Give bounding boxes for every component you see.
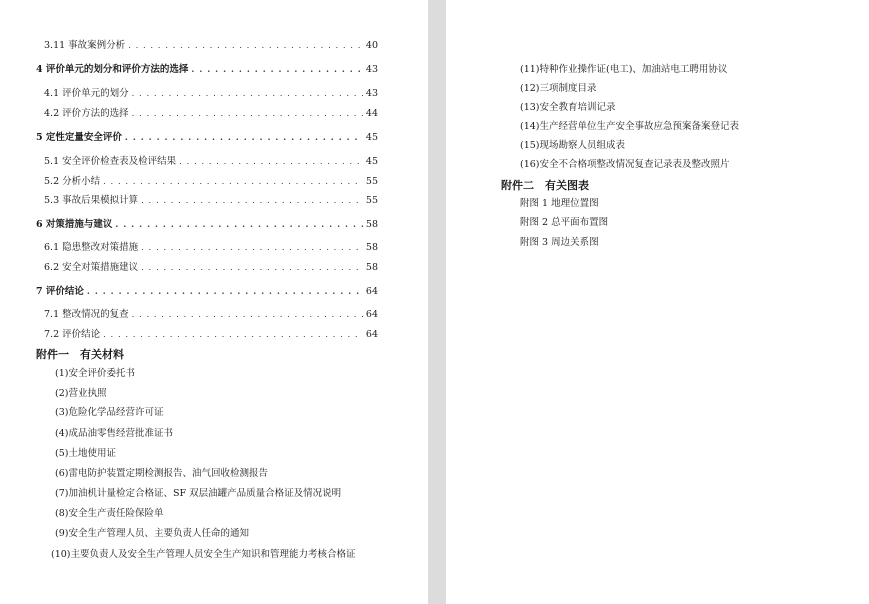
- attachment-item: 附图 1 地理位置图: [520, 198, 599, 209]
- toc-leader-dots: [191, 63, 362, 77]
- toc-leader-dots: [103, 328, 363, 342]
- attachment-item: (9)安全生产管理人员、主要负责人任命的通知: [55, 528, 249, 539]
- toc-entry-title: 4 评价单元的划分和评价方法的选择: [36, 64, 189, 75]
- page-gap: [428, 0, 446, 604]
- toc-entry[interactable]: [36, 218, 378, 232]
- toc-entry[interactable]: [44, 155, 378, 169]
- toc-leader-dots: [115, 218, 362, 232]
- toc-leader-dots: [128, 39, 363, 53]
- attachment-item: (5)土地使用证: [55, 448, 116, 459]
- toc-entry-title: 4.1 评价单元的划分: [44, 88, 129, 99]
- toc-entry-page: 58: [365, 219, 378, 230]
- toc-entry-title: 7 评价结论: [36, 286, 84, 297]
- attachment-item: (6)雷电防护装置定期检测报告、油气回收检测报告: [55, 468, 268, 479]
- toc-entry-page: 55: [365, 195, 378, 206]
- toc-leader-dots: [179, 155, 363, 169]
- toc-entry-page: 58: [365, 262, 378, 273]
- toc-entry-title: 4.2 评价方法的选择: [44, 108, 129, 119]
- toc-leader-dots: [141, 194, 363, 208]
- toc-entry-page: 45: [365, 132, 378, 143]
- toc-entry[interactable]: [44, 241, 378, 255]
- attachment-item: (11)特种作业操作证(电工)、加油站电工聘用协议: [520, 64, 728, 75]
- toc-leader-dots: [87, 285, 363, 299]
- toc-entry[interactable]: [44, 194, 378, 208]
- toc-entry-page: 58: [365, 242, 378, 253]
- toc-leader-dots: [125, 131, 363, 145]
- attachment-item: (3)危险化学品经营许可证: [55, 407, 164, 418]
- attachment-item: (7)加油机计量检定合格证、SF 双层油罐产品质量合格证及情况说明: [55, 488, 342, 499]
- toc-entry-title: 5 定性定量安全评价: [36, 132, 122, 143]
- attachment-1-heading: 附件一 有关材料: [36, 348, 124, 361]
- toc-entry[interactable]: [36, 285, 378, 299]
- toc-leader-dots: [132, 107, 363, 121]
- attachment-item: (14)生产经营单位生产安全事故应急预案备案登记表: [520, 121, 740, 132]
- attachment-item: (12)三项制度目录: [520, 83, 597, 94]
- attachment-item: (4)成品油零售经营批准证书: [55, 428, 173, 439]
- attachment-item: (10)主要负责人及安全生产管理人员安全生产知识和管理能力考核合格证: [51, 549, 356, 560]
- toc-entry[interactable]: [44, 328, 378, 342]
- toc-entry-page: 44: [365, 108, 378, 119]
- toc-entry-title: 5.2 分析小结: [44, 176, 101, 187]
- left-page: [0, 0, 428, 604]
- toc-entry[interactable]: [36, 63, 378, 77]
- toc-entry-title: 6.1 隐患整改对策措施: [44, 242, 139, 253]
- toc-entry-page: 45: [365, 156, 378, 167]
- attachment-item: 附图 2 总平面布置图: [520, 217, 609, 228]
- toc-entry-title: 5.3 事故后果模拟计算: [44, 195, 139, 206]
- toc-entry-page: 43: [365, 88, 378, 99]
- attachment-item: (15)现场勘察人员组成表: [520, 140, 626, 151]
- attachment-2-heading: 附件二 有关图表: [501, 179, 589, 192]
- toc-entry-title: 7.1 整改情况的复查: [44, 309, 129, 320]
- attachment-item: (1)安全评价委托书: [55, 368, 135, 379]
- toc-entry[interactable]: [44, 107, 378, 121]
- toc-entry-page: 55: [365, 176, 378, 187]
- toc-entry-page: 64: [365, 309, 378, 320]
- toc-entry[interactable]: [44, 39, 378, 53]
- right-page: [446, 0, 869, 604]
- toc-entry[interactable]: [44, 261, 378, 275]
- toc-entry-title: 6.2 安全对策措施建议: [44, 262, 139, 273]
- toc-entry-title: 6 对策措施与建议: [36, 219, 113, 230]
- toc-entry-page: 64: [365, 329, 378, 340]
- toc-leader-dots: [132, 308, 363, 322]
- toc-entry[interactable]: [44, 175, 378, 189]
- toc-leader-dots: [141, 241, 363, 255]
- toc-leader-dots: [132, 87, 363, 101]
- toc-entry-title: 5.1 安全评价检查表及检评结果: [44, 156, 177, 167]
- toc-entry[interactable]: [36, 131, 378, 145]
- attachment-item: (13)安全教育培训记录: [520, 102, 616, 113]
- toc-entry-title: 7.2 评价结论: [44, 329, 101, 340]
- toc-entry[interactable]: [44, 87, 378, 101]
- attachment-item: (8)安全生产责任险保险单: [55, 508, 164, 519]
- toc-leader-dots: [141, 261, 363, 275]
- toc-entry-page: 64: [365, 286, 378, 297]
- attachment-item: (16)安全不合格项整改情况复查记录表及整改照片: [520, 159, 730, 170]
- toc-entry-page: 40: [365, 40, 378, 51]
- toc-entry-page: 43: [365, 64, 378, 75]
- attachment-item: (2)营业执照: [55, 388, 107, 399]
- attachment-item: 附图 3 周边关系图: [520, 237, 599, 248]
- toc-entry[interactable]: [44, 308, 378, 322]
- toc-leader-dots: [103, 175, 363, 189]
- toc-entry-title: 3.11 事故案例分析: [44, 40, 126, 51]
